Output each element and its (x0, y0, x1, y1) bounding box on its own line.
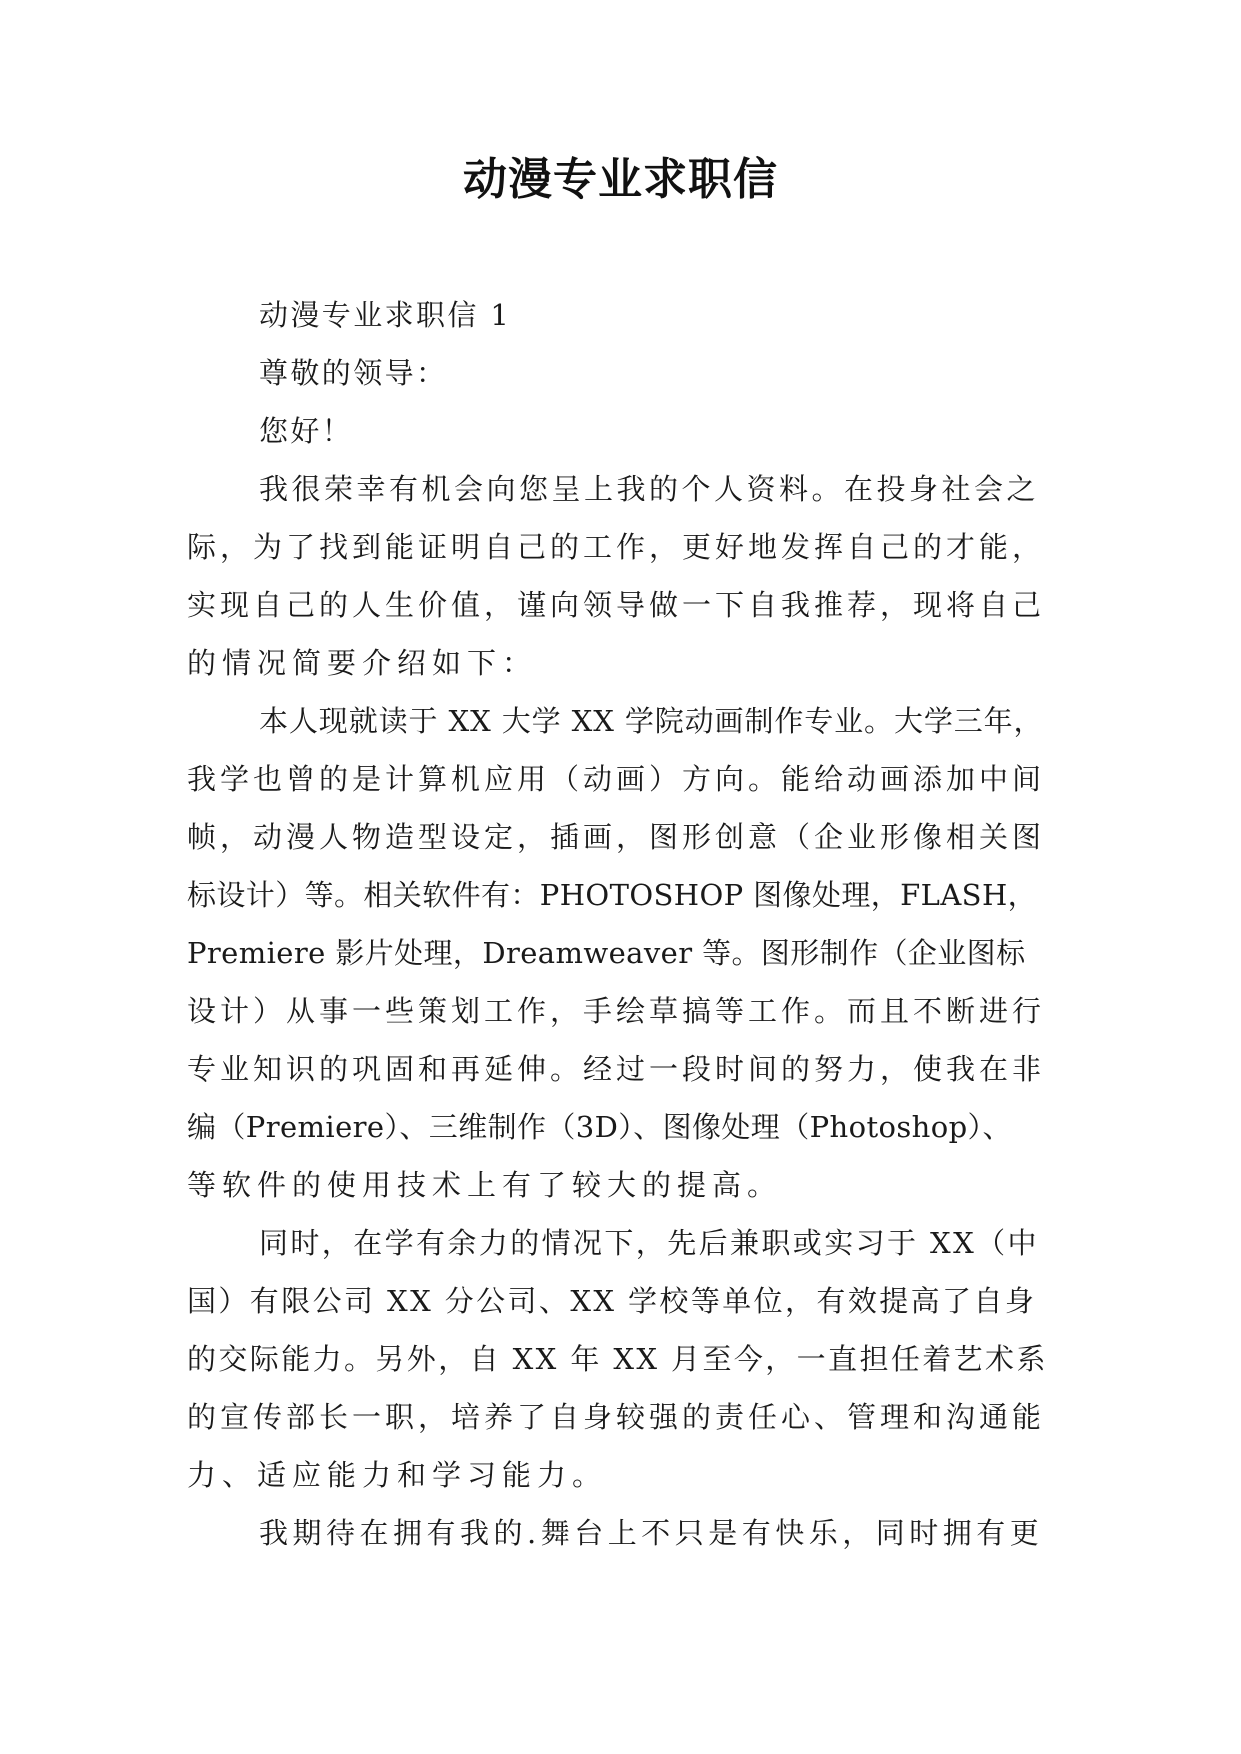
paragraph-line: 编（Premiere）、三维制作（3D）、图像处理（Photoshop）、 (187, 1110, 1012, 1144)
paragraph-line: 的情况简要介绍如下： (187, 646, 538, 680)
paragraph-line: 我期待在拥有我的.舞台上不只是有快乐，同时拥有更 (259, 1516, 1044, 1550)
paragraph-line: 同时，在学有余力的情况下，先后兼职或实习于 XX（中 (259, 1226, 1039, 1260)
paragraph-line: 际，为了找到能证明自己的工作，更好地发挥自己的才能， (187, 530, 1046, 564)
paragraph-line: 我学也曾的是计算机应用（动画）方向。能给动画添加中间 (187, 762, 1046, 796)
paragraph-line: 的交际能力。另外，自 XX 年 XX 月至今，一直担任着艺术系 (187, 1342, 1048, 1376)
paragraph-line: Premiere 影片处理，Dreamweaver 等。图形制作（企业图标 (187, 936, 1026, 970)
paragraph-line: 国）有限公司 XX 分公司、XX 学校等单位，有效提高了自身 (187, 1284, 1037, 1318)
paragraph-line: 设计）从事一些策划工作，手绘草搞等工作。而且不断进行 (187, 994, 1046, 1028)
paragraph-line: 我很荣幸有机会向您呈上我的个人资料。在投身社会之 (259, 472, 1040, 506)
paragraph-line: 的宣传部长一职，培养了自身较强的责任心、管理和沟通能 (187, 1400, 1046, 1434)
paragraph-line: 等软件的使用技术上有了较大的提高。 (187, 1168, 783, 1202)
document-title: 动漫专业求职信 (463, 154, 778, 205)
letter-body (187, 286, 1049, 1562)
paragraph-line: 本人现就读于 XX 大学 XX 学院动画制作专业。大学三年， (259, 704, 1044, 738)
paragraph-line: 实现自己的人生价值，谨向领导做一下自我推荐，现将自己 (187, 588, 1046, 622)
paragraph-line: 帧，动漫人物造型设定，插画，图形创意（企业形像相关图 (187, 820, 1046, 854)
paragraph-line: 专业知识的巩固和再延伸。经过一段时间的努力，使我在非 (187, 1052, 1046, 1086)
paragraph-line: 力、适应能力和学习能力。 (187, 1458, 608, 1492)
greeting: 您好！ (259, 414, 354, 448)
letter-heading: 动漫专业求职信 1 (259, 298, 512, 332)
salutation: 尊敬的领导： (259, 356, 448, 390)
paragraph-line: 标设计）等。相关软件有：PHOTOSHOP 图像处理，FLASH， (187, 878, 1038, 912)
